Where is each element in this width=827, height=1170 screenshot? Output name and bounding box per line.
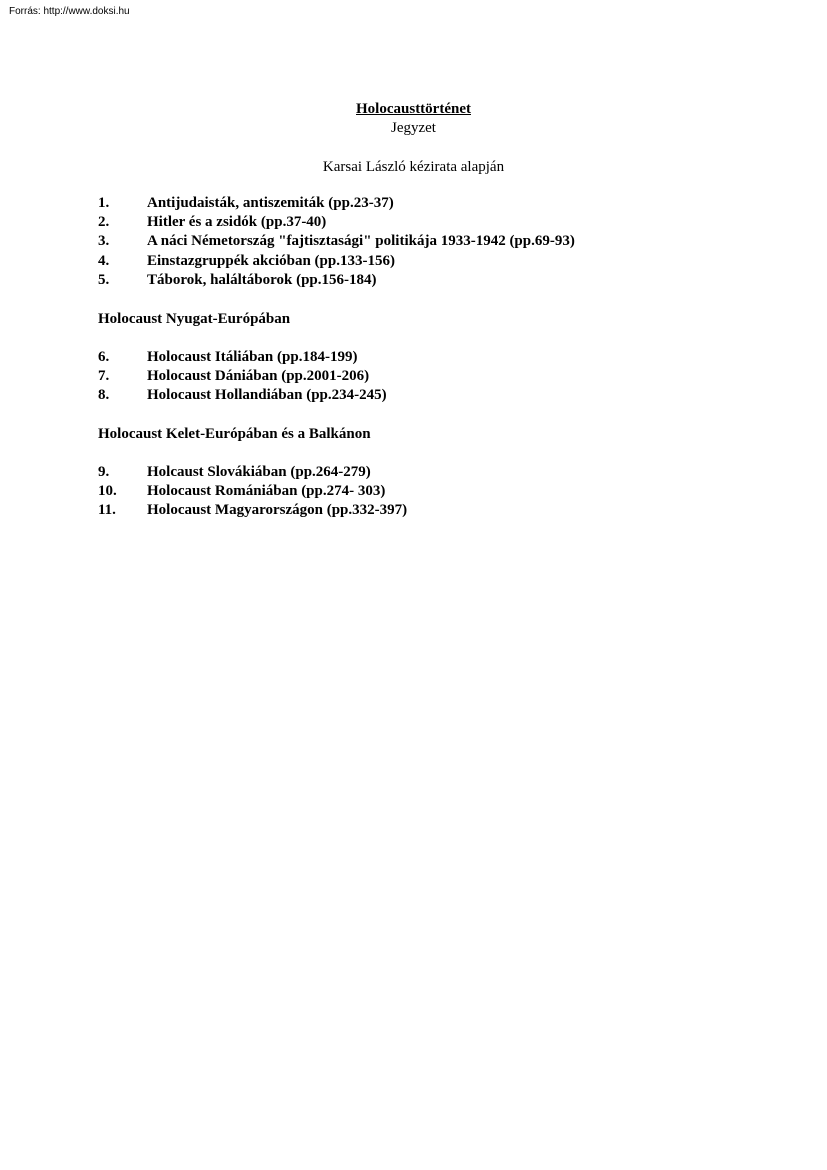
toc-item-number: 1.	[98, 195, 110, 211]
toc-item	[98, 482, 407, 501]
toc-item	[98, 232, 575, 251]
toc-item	[98, 367, 387, 386]
toc-item	[98, 348, 387, 367]
toc-group-2	[98, 348, 387, 406]
source-label: Forrás: http://www.doksi.hu	[9, 6, 130, 17]
toc-item	[98, 194, 575, 213]
toc-item-number: 3.	[98, 233, 110, 250]
toc-item	[98, 252, 575, 271]
toc-item-text: Holocaust Hollandiában (pp.234-245)	[147, 387, 387, 404]
document-title: Holocausttörténet	[356, 101, 471, 117]
toc-item-number: 6.	[98, 349, 110, 365]
section-heading-east-europe: Holocaust Kelet-Európában és a Balkánon	[98, 426, 371, 442]
section-heading-west-europe: Holocaust Nyugat-Európában	[98, 311, 291, 327]
toc-item-text: Holocaust Itáliában (pp.184-199)	[147, 349, 358, 365]
toc-item	[98, 501, 407, 520]
toc-item-text: Holocaust Romániában (pp.274- 303)	[147, 483, 386, 500]
author-line: Karsai László kézirata alapján	[322, 159, 505, 175]
toc-item-number: 10.	[98, 483, 117, 500]
toc-item-text: Antijudaisták, antiszemiták (pp.23-37)	[147, 195, 394, 211]
toc-item-number: 5.	[98, 271, 110, 288]
toc-item-number: 2.	[98, 214, 110, 231]
toc-item-text: A náci Németország "fajtisztasági" politikája 1933-1942 (pp.69-93)	[147, 233, 575, 250]
toc-item-text: Holocaust Dániában (pp.2001-206)	[147, 368, 370, 385]
toc-item	[98, 386, 387, 405]
toc-item	[98, 463, 407, 482]
toc-item-text: Einstazgruppék akcióban (pp.133-156)	[147, 252, 395, 269]
document-subtitle: Jegyzet	[391, 120, 436, 136]
toc-group-1	[98, 194, 575, 290]
toc-item-number: 8.	[98, 387, 110, 404]
toc-item-text: Táborok, haláltáborok (pp.156-184)	[147, 271, 377, 288]
toc-item	[98, 213, 575, 232]
toc-item-number: 7.	[98, 368, 110, 385]
toc-item-text: Holcaust Slovákiában (pp.264-279)	[147, 464, 371, 480]
toc-item-number: 4.	[98, 252, 110, 269]
toc-item-text: Holocaust Magyarországon (pp.332-397)	[147, 502, 408, 519]
toc-item-number: 11.	[98, 502, 116, 519]
toc-item	[98, 271, 575, 290]
toc-item-text: Hitler és a zsidók (pp.37-40)	[147, 214, 327, 231]
toc-item-number: 9.	[98, 464, 110, 480]
toc-group-3	[98, 463, 407, 521]
